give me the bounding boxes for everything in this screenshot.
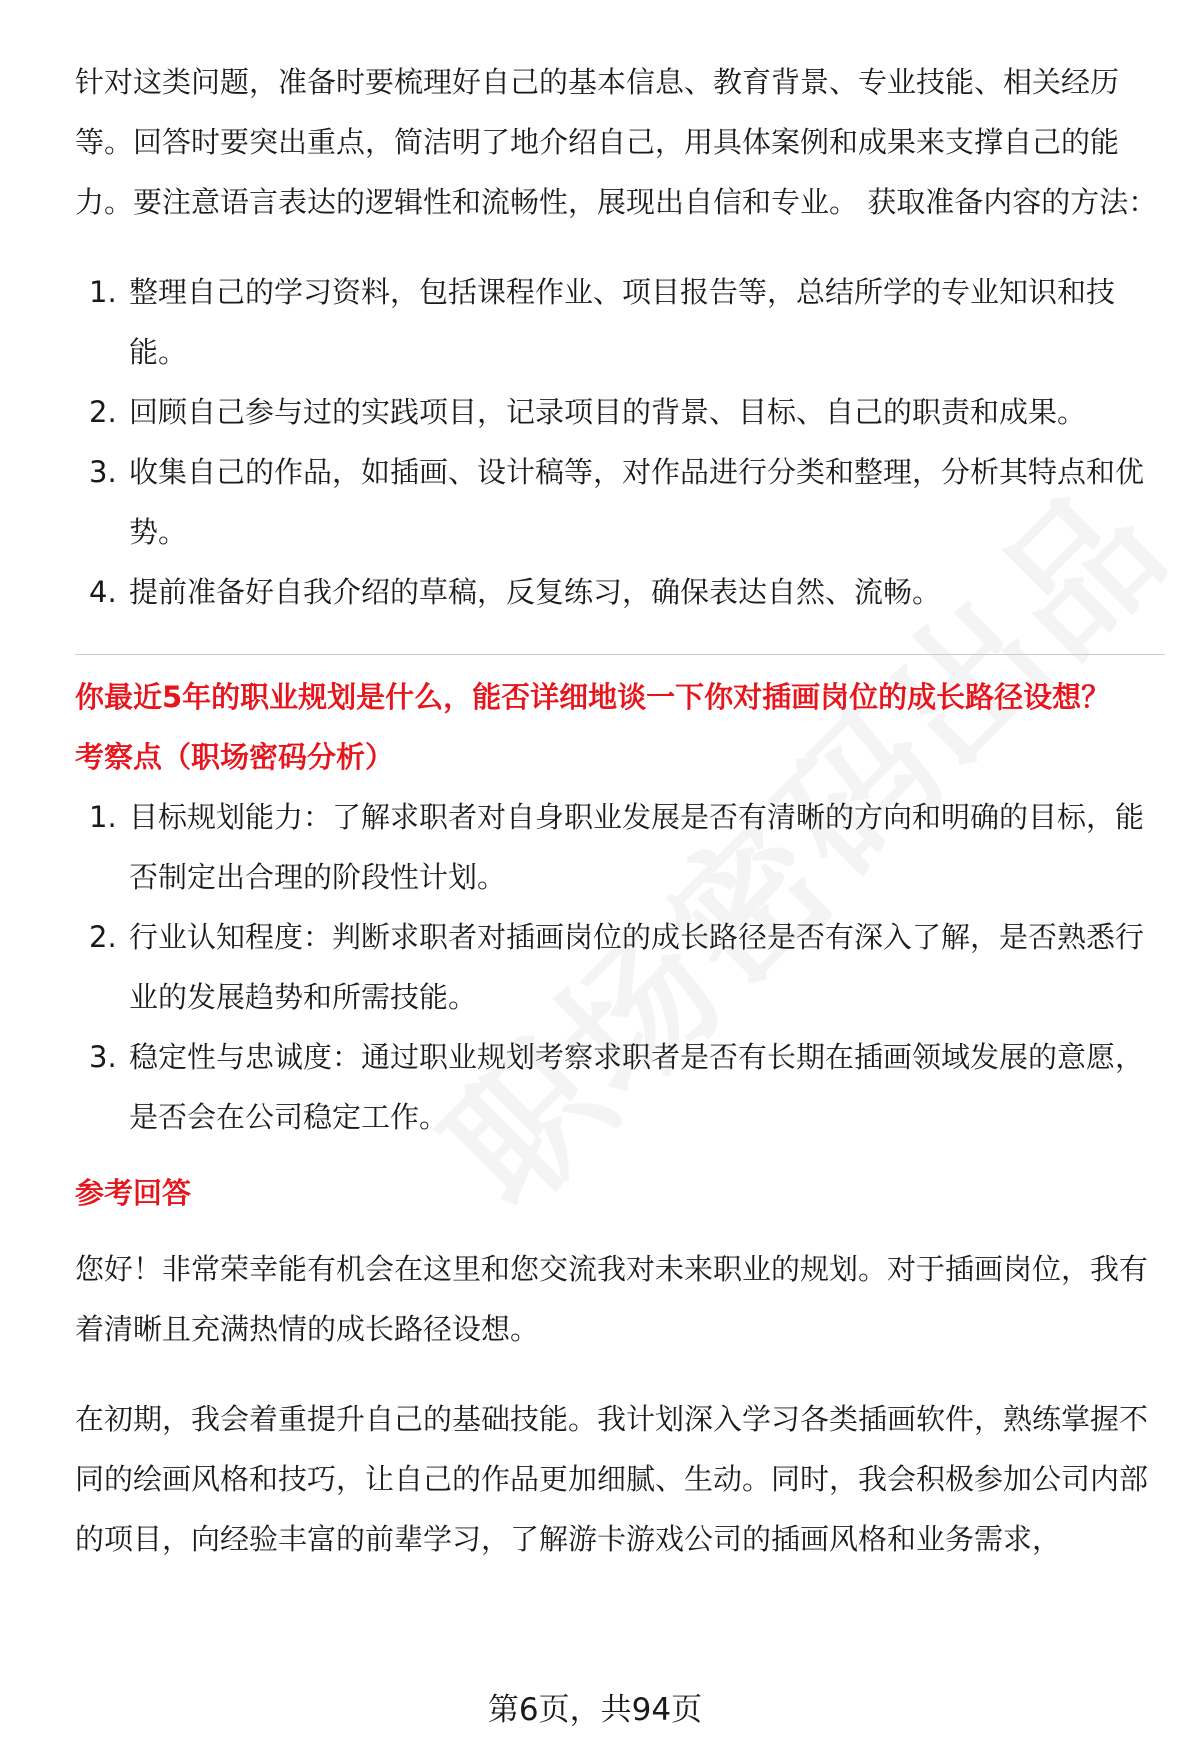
exam-points-list bbox=[75, 787, 1165, 1147]
list-number: 3. bbox=[89, 455, 117, 489]
list-number: 1. bbox=[89, 275, 117, 309]
section-divider bbox=[75, 654, 1165, 655]
list-number: 1. bbox=[89, 800, 117, 834]
answer-paragraph: 您好！非常荣幸能有机会在这里和您交流我对未来职业的规划。对于插画岗位，我有着清晰且充满热情的成长路径设想。 bbox=[75, 1252, 1149, 1346]
intro-paragraph: 针对这类问题，准备时要梳理好自己的基本信息、教育背景、专业技能、相关经历等。回答时要突出重点，简洁明了地介绍自己，用具体案例和成果来支撑自己的能力。要注意语言表达的逻辑性和流畅性，展现出自信和专业。 获取准备内容的方法： bbox=[75, 65, 1158, 219]
list-item bbox=[75, 562, 1165, 622]
list-number: 2. bbox=[89, 395, 117, 429]
list-item-text: 收集自己的作品，如插画、设计稿等，对作品进行分类和整理，分析其特点和优势。 bbox=[129, 455, 1145, 549]
page-footer: 第6页，共94页 bbox=[487, 1692, 703, 1728]
list-item-text: 提前准备好自我介绍的草稿，反复练习，确保表达自然、流畅。 bbox=[129, 575, 942, 609]
list-item-text: 目标规划能力：了解求职者对自身职业发展是否有清晰的方向和明确的目标，能否制定出合理的阶段性计划。 bbox=[129, 800, 1145, 894]
methods-list bbox=[75, 262, 1165, 622]
list-item bbox=[75, 1027, 1165, 1147]
reference-answer-label: 参考回答 bbox=[75, 1176, 192, 1210]
document-body bbox=[75, 52, 1165, 1569]
list-item bbox=[75, 442, 1165, 562]
answer-paragraph: 在初期，我会着重提升自己的基础技能。我计划深入学习各类插画软件，熟练掌握不同的绘画风格和技巧，让自己的作品更加细腻、生动。同时，我会积极参加公司内部的项目，向经验丰富的前辈学习，了解游卡游戏公司的插画风格和业务需求， bbox=[75, 1402, 1149, 1556]
list-item-text: 行业认知程度：判断求职者对插画岗位的成长路径是否有深入了解，是否熟悉行业的发展趋势和所需技能。 bbox=[129, 920, 1145, 1014]
question-heading: 你最近5年的职业规划是什么，能否详细地谈一下你对插画岗位的成长路径设想？ bbox=[75, 680, 1111, 714]
list-item-text: 稳定性与忠诚度：通过职业规划考察求职者是否有长期在插画领域发展的意愿，是否会在公司稳定工作。 bbox=[129, 1040, 1145, 1134]
list-item bbox=[75, 907, 1165, 1027]
list-item-text: 整理自己的学习资料，包括课程作业、项目报告等，总结所学的专业知识和技能。 bbox=[129, 275, 1116, 369]
list-item bbox=[75, 262, 1165, 382]
list-item bbox=[75, 382, 1165, 442]
list-item-text: 回顾自己参与过的实践项目，记录项目的背景、目标、自己的职责和成果。 bbox=[129, 395, 1087, 429]
list-number: 4. bbox=[89, 575, 117, 609]
list-number: 3. bbox=[89, 1040, 117, 1074]
list-item bbox=[75, 787, 1165, 907]
exam-points-label: 考察点（职场密码分析） bbox=[75, 740, 395, 774]
list-number: 2. bbox=[89, 920, 117, 954]
